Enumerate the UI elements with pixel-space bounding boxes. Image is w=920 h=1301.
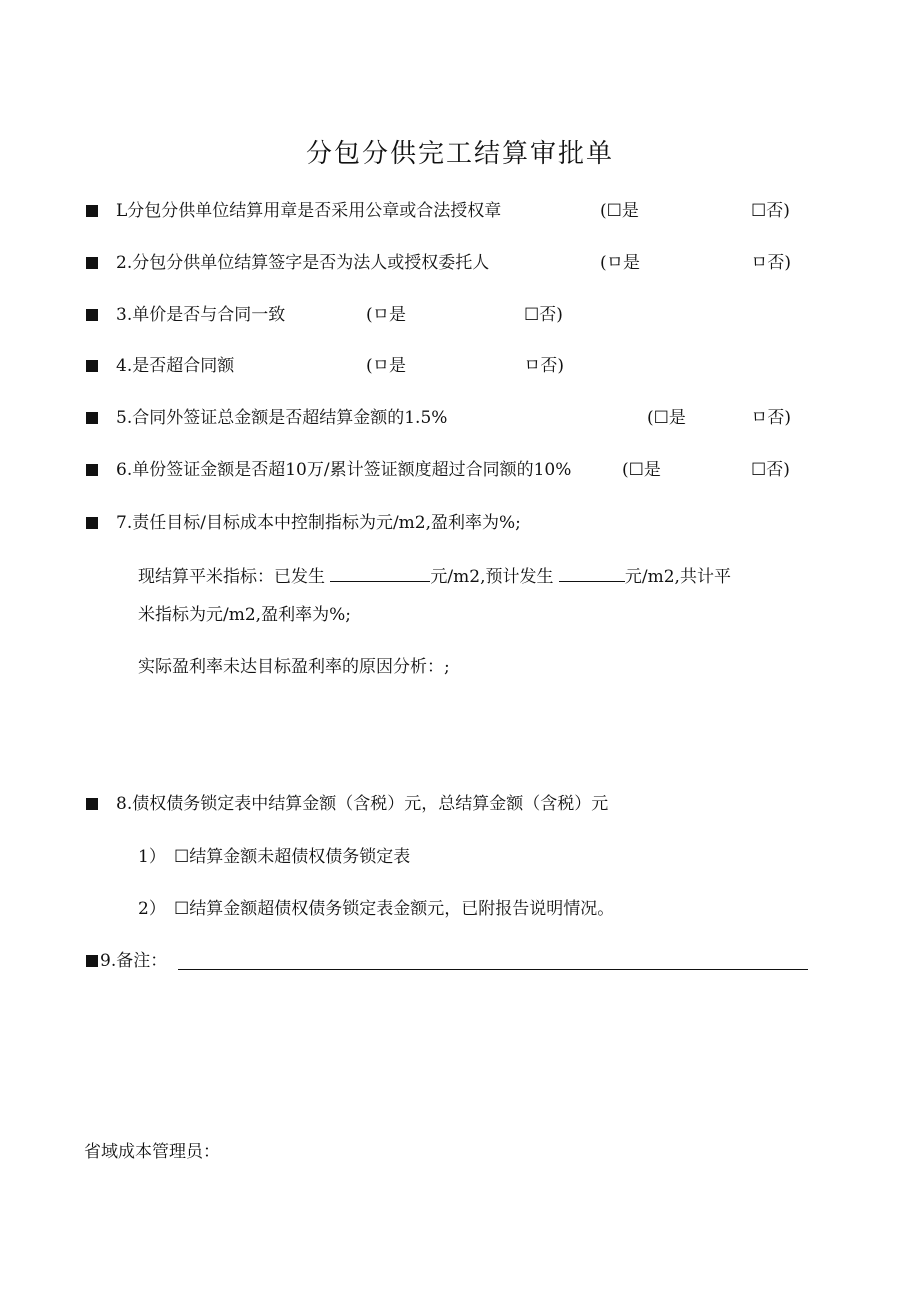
item-5-yes-checkbox[interactable]: (☐是 bbox=[647, 408, 686, 428]
item-bullet bbox=[86, 798, 98, 810]
occurred-value-blank[interactable] bbox=[330, 563, 430, 582]
cost-manager-signature-label: 省域成本管理员： bbox=[84, 1142, 220, 1162]
item-3-no-checkbox[interactable]: ☐否) bbox=[524, 305, 563, 325]
item-bullet bbox=[86, 257, 98, 269]
item-6-yes-checkbox[interactable]: (☐是 bbox=[622, 460, 661, 480]
item-4-no-checkbox[interactable]: ㅁ否) bbox=[524, 356, 565, 376]
page-title: 分包分供完工结算审批单 bbox=[305, 139, 614, 169]
item-6-no-checkbox[interactable]: ☐否) bbox=[751, 460, 790, 480]
item-7-occurred-label: 现结算平米指标：已发生 bbox=[138, 567, 325, 587]
item-7-total-label: 元/m2,共计平 bbox=[624, 567, 731, 587]
item-8-option-2-checkbox[interactable]: ☐结算金额超债权债务锁定表金额元，已附报告说明情况。 bbox=[174, 899, 615, 919]
item-1-text: L分包分供单位结算用章是否采用公章或合法授权章 bbox=[116, 201, 502, 221]
item-9-remarks-label: 9.备注： bbox=[100, 951, 168, 971]
item-7-reason-analysis: 实际盈利率未达目标盈利率的原因分析：; bbox=[138, 657, 450, 677]
item-3-text: 3.单价是否与合同一致 bbox=[116, 305, 286, 325]
item-bullet bbox=[86, 412, 98, 424]
item-bullet bbox=[86, 464, 98, 476]
item-3-yes-checkbox[interactable]: (ㅁ是 bbox=[366, 305, 407, 325]
item-1-no-checkbox[interactable]: ☐否) bbox=[751, 201, 790, 221]
item-7-forecast-label: 元/m2,预计发生 bbox=[430, 567, 554, 587]
item-2-no-checkbox[interactable]: ㅁ否) bbox=[751, 253, 792, 273]
item-8-option-1-checkbox[interactable]: ☐结算金额未超债权债务锁定表 bbox=[174, 847, 411, 867]
item-7-total-index-line: 米指标为元/m2,盈利率为%; bbox=[138, 605, 351, 625]
item-4-yes-checkbox[interactable]: (ㅁ是 bbox=[366, 356, 407, 376]
item-bullet bbox=[86, 517, 98, 529]
item-8-option-1-number: 1） bbox=[138, 847, 166, 867]
item-2-yes-checkbox[interactable]: (ㅁ是 bbox=[600, 253, 641, 273]
item-8-text: 8.债权债务锁定表中结算金额（含税）元，总结算金额（含税）元 bbox=[116, 794, 609, 814]
remarks-input-line[interactable] bbox=[178, 951, 808, 970]
item-2-text: 2.分包分供单位结算签字是否为法人或授权委托人 bbox=[116, 253, 490, 273]
item-7-text: 7.责任目标/目标成本中控制指标为元/m2,盈利率为%; bbox=[116, 513, 521, 533]
item-5-text: 5.合同外签证总金额是否超结算金额的1.5% bbox=[116, 408, 448, 428]
item-bullet bbox=[86, 309, 98, 321]
item-5-no-checkbox[interactable]: ㅁ否) bbox=[751, 408, 792, 428]
item-bullet bbox=[86, 360, 98, 372]
item-8-option-2-number: 2） bbox=[138, 899, 166, 919]
item-bullet bbox=[86, 205, 98, 217]
item-7-current-index-line bbox=[138, 563, 731, 589]
item-6-text: 6.单份签证金额是否超10万/累计签证额度超过合同额的10% bbox=[116, 460, 572, 480]
item-bullet bbox=[86, 955, 98, 967]
forecast-value-blank[interactable] bbox=[559, 563, 625, 582]
item-1-yes-checkbox[interactable]: (☐是 bbox=[600, 201, 639, 221]
item-4-text: 4.是否超合同额 bbox=[116, 356, 235, 376]
